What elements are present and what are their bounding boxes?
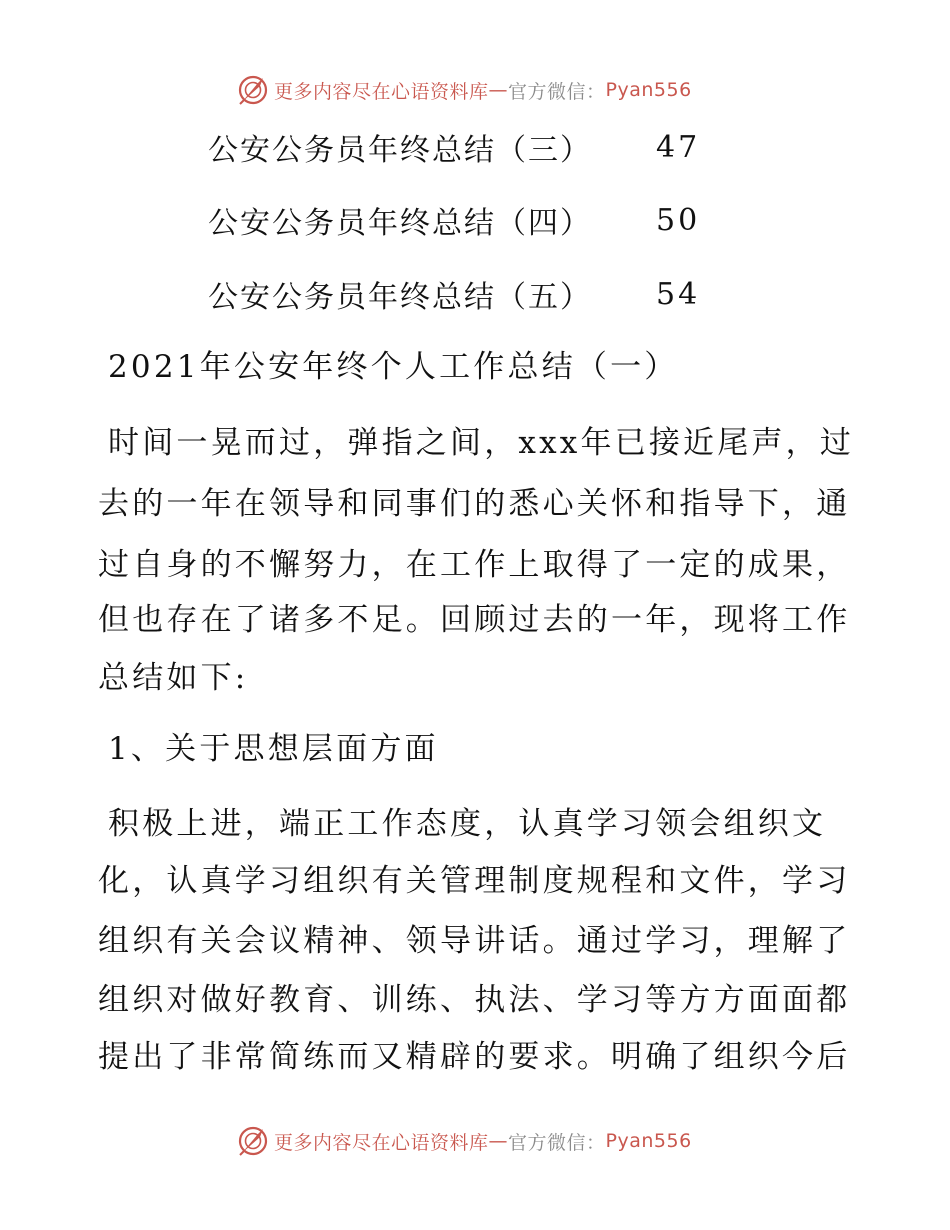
paragraph-line: 积极上进，端正工作态度，认真学习领会组织文 [108,806,827,842]
article-heading: 2021年公安年终个人工作总结（一） [108,349,679,385]
watermark-account: Pyan556 [605,1130,692,1152]
watermark-channel-text: 官方微信 [508,1131,587,1154]
paragraph-line: 组织有关会议精神、领导讲话。通过学习，理解了 [98,923,851,959]
toc-entry [208,127,701,168]
paragraph-line: 过自身的不懈努力，在工作上取得了一定的成果， [98,547,851,583]
paragraph-line: 去的一年在领导和同事们的悉心关怀和指导下，通 [98,486,851,522]
paragraph-line: 化，认真学习组织有关管理制度规程和文件，学习 [98,863,851,899]
watermark-main-text: 更多内容尽在心语资料库 [274,80,489,103]
toc-entry-page: 47 [656,129,701,165]
toc-entry [208,200,701,241]
watermark-main-text: 更多内容尽在心语资料库 [274,1131,489,1154]
watermark-colon: ： [586,80,606,103]
toc-entry-title: 公安公务员年终总结（四） [208,206,592,241]
paragraph-line: 提出了非常简练而又精辟的要求。明确了组织今后 [98,1039,851,1075]
watermark-colon: ： [586,1131,606,1154]
toc-entry-title: 公安公务员年终总结（五） [208,280,592,315]
toc-entry [208,274,701,315]
watermark-account: Pyan556 [605,79,692,101]
section-heading: 1、关于思想层面方面 [108,731,439,767]
paragraph-line: 组织对做好教育、训练、执法、学习等方方面面都 [98,982,851,1018]
toc-entry-title: 公安公务员年终总结（三） [208,133,592,168]
paragraph-line: 时间一晃而过，弹指之间，xxx年已接近尾声，过 [108,425,855,461]
watermark-dash: — [488,79,509,101]
quill-logo-icon [236,1124,270,1158]
toc-entry-page: 50 [656,202,701,238]
header-watermark [236,72,692,108]
watermark-channel-text: 官方微信 [508,80,587,103]
quill-logo-icon [236,73,270,107]
paragraph-line: 总结如下: [98,660,249,696]
toc-entry-page: 54 [656,276,701,312]
paragraph-line: 但也存在了诸多不足。回顾过去的一年，现将工作 [98,602,851,638]
footer-watermark [236,1123,692,1159]
watermark-dash: — [488,1130,509,1152]
